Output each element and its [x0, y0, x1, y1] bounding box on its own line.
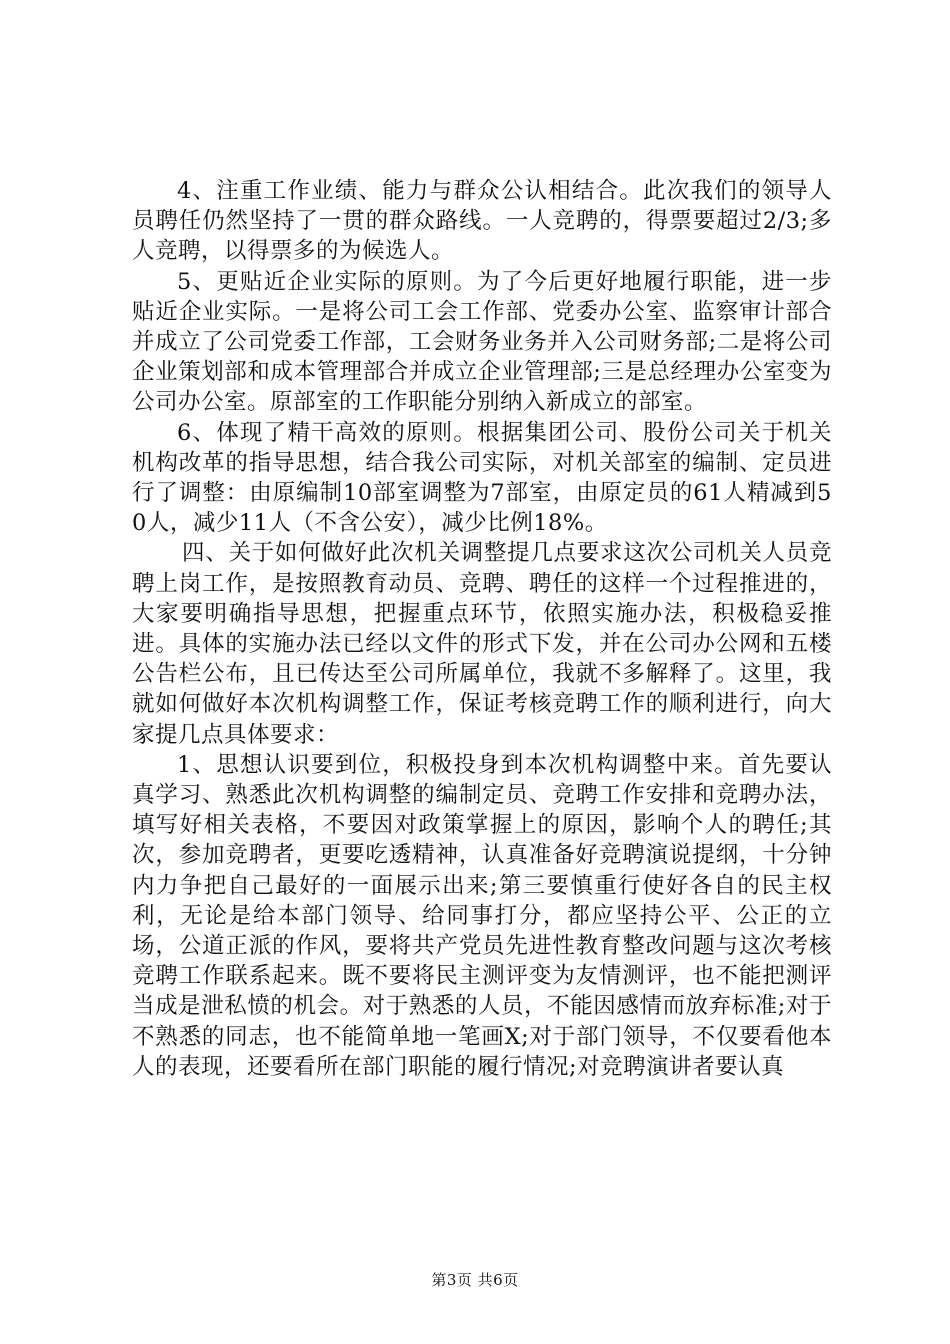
paragraph-point-6: 6、体现了精干高效的原则。根据集团公司、股份公司关于机关机构改革的指导思想，结合我公司实际，对机关部室的编制、定员进行了调整：由原编制10部室调整为7部室，由原定员的61人精减到50人，减少11人（不含公安），减少比例18%。 [132, 419, 832, 537]
document-body [132, 176, 832, 1082]
paragraph-point-5: 5、更贴近企业实际的原则。为了今后更好地履行职能，进一步贴近企业实际。一是将公司工会工作部、党委办公室、监察审计部合并成立了公司党委工作部，工会财务业务并入公司财务部;二是将公司企业策划部和成本管理部合并成立企业管理部;三是总经理办公室变为公司办公室。原部室的工作职能分别纳入新成立的部室。 [132, 268, 832, 416]
paragraph-section-4: 四、关于如何做好此次机关调整提几点要求这次公司机关人员竞聘上岗工作，是按照教育动员、竞聘、聘任的这样一个过程推进的，大家要明确指导思想，把握重点环节，依照实施办法，积极稳妥推进。具体的实施办法已经以文件的形式下发，并在公司办公网和五楼公告栏公布，且已传达至公司所属单位，我就不多解释了。这里，我就如何做好本次机构调整工作，保证考核竞聘工作的顺利进行，向大家提几点具体要求： [132, 540, 832, 748]
page-footer: 第3页 共6页 [431, 1271, 519, 1289]
paragraph-requirement-1: 1、思想认识要到位，积极投身到本次机构调整中来。首先要认真学习、熟悉此次机构调整的编制定员、竞聘工作安排和竞聘办法，填写好相关表格，不要因对政策掌握上的原因，影响个人的聘任;其次，参加竞聘者，更要吃透精神，认真准备好竞聘演说提纲，十分钟内力争把自己最好的一面展示出来;第三要慎重行使好各自的民主权利，无论是给本部门领导、给同事打分，都应坚持公平、公正的立场，公道正派的作风，要将共产党员先进性教育整改问题与这次考核竞聘工作联系起来。既不要将民主测评变为友情测评，也不能把测评当成是泄私愤的机会。对于熟悉的人员，不能因感情而放弃标准;对于不熟悉的同志，也不能简单地一笔画X;对于部门领导，不仅要看他本人的表现，还要看所在部门职能的履行情况;对竞聘演讲者要认真 [132, 751, 832, 1080]
paragraph-point-4: 4、注重工作业绩、能力与群众公认相结合。此次我们的领导人员聘任仍然坚持了一贯的群众路线。一人竞聘的，得票要超过2/3;多人竞聘，以得票多的为候选人。 [132, 178, 832, 265]
